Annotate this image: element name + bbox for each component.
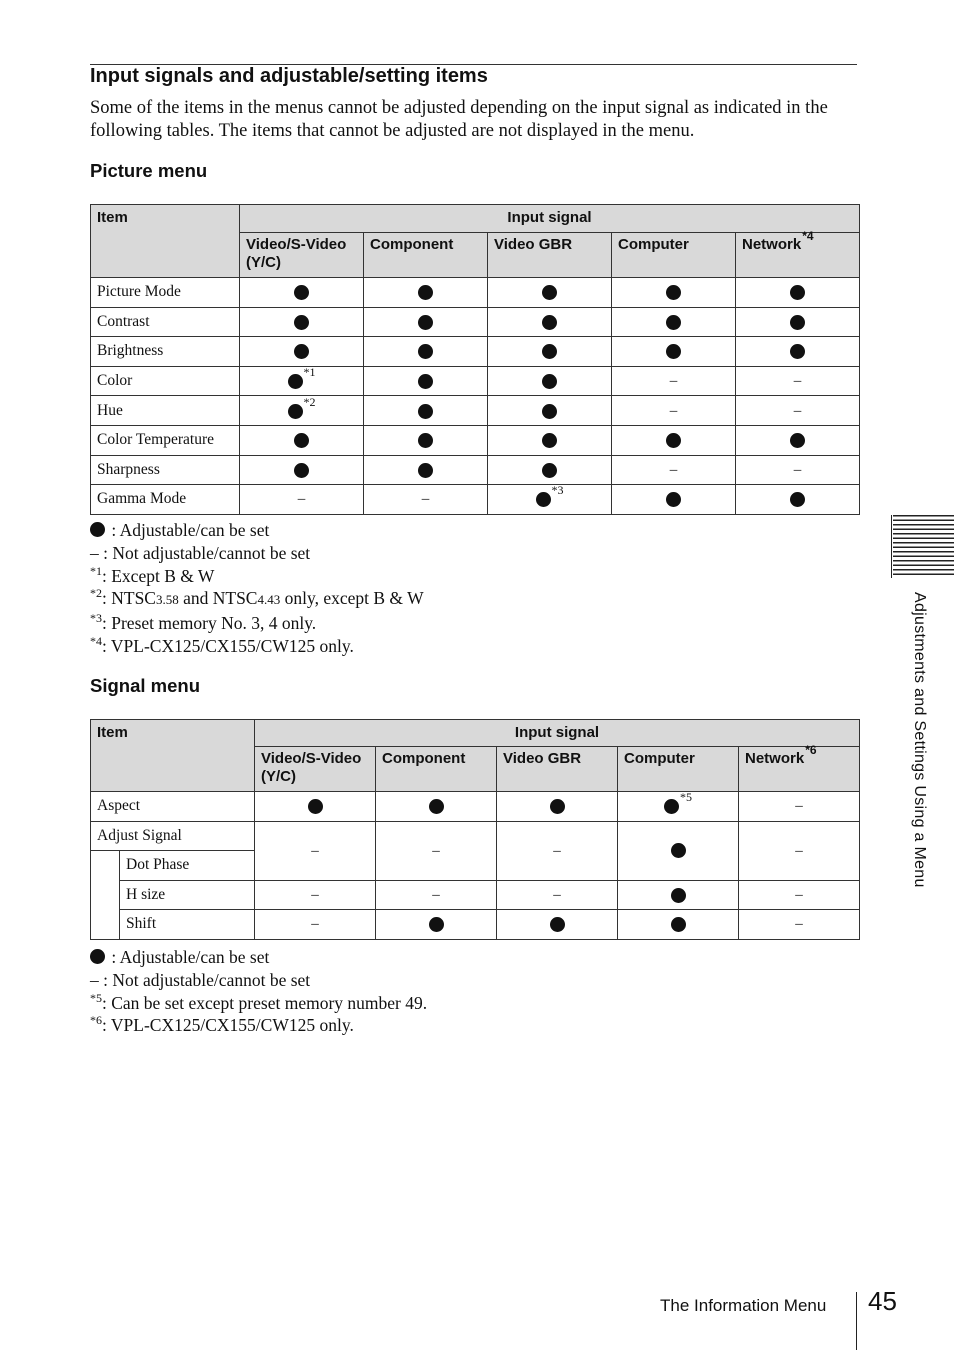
value-cell xyxy=(736,485,860,515)
not-adjustable-dash: – xyxy=(553,842,561,859)
value-cell xyxy=(240,455,364,485)
column-header: Component xyxy=(376,747,497,792)
picture-menu-table xyxy=(90,204,860,515)
value-cell xyxy=(497,910,618,940)
value-cell xyxy=(612,396,736,426)
value-cell xyxy=(240,366,364,396)
value-cell xyxy=(376,792,497,822)
value-cell xyxy=(612,366,736,396)
adjustable-dot-icon xyxy=(418,344,433,359)
value-cell xyxy=(497,880,618,910)
not-adjustable-dash: – xyxy=(297,491,306,508)
row-label: Adjust Signal xyxy=(91,821,255,851)
table-row xyxy=(91,910,860,940)
not-adjustable-dash: – xyxy=(311,886,319,903)
not-adjustable-dash: – xyxy=(432,842,440,859)
adjustable-dot-icon xyxy=(671,888,686,903)
value-cell xyxy=(618,880,739,910)
adjustable-dot-icon xyxy=(418,374,433,389)
footnote-1: $^{*1}$: Except B & W xyxy=(90,563,215,586)
not-adjustable-dash: – xyxy=(421,491,430,508)
adjustable-dot-icon xyxy=(418,285,433,300)
value-cell xyxy=(364,396,488,426)
not-adjustable-dash: – xyxy=(793,461,802,478)
adjustable-dot-icon xyxy=(666,492,681,507)
row-label: H size xyxy=(120,880,255,910)
adjustable-dot-icon xyxy=(790,344,805,359)
adjustable-dot-icon xyxy=(550,917,565,932)
value-cell xyxy=(612,337,736,367)
adjustable-dot-icon xyxy=(542,285,557,300)
adjustable-dot-icon xyxy=(294,315,309,330)
value-cell xyxy=(240,307,364,337)
adjustable-dot-icon xyxy=(790,433,805,448)
value-cell xyxy=(240,278,364,308)
value-cell xyxy=(739,792,860,822)
intro-paragraph: Some of the items in the menus cannot be adjusted depending on the input signal as indicated in the following tables. The items that cannot be adjusted are not displayed in the menu. xyxy=(90,98,828,141)
adjustable-dot-icon xyxy=(790,315,805,330)
value-cell xyxy=(376,821,497,880)
adjustable-dot-icon xyxy=(418,463,433,478)
value-cell xyxy=(736,455,860,485)
adjustable-dot-icon xyxy=(429,917,444,932)
adjustable-dot-icon xyxy=(542,433,557,448)
row-label: Color Temperature xyxy=(91,425,240,455)
value-cell xyxy=(240,425,364,455)
value-cell xyxy=(364,278,488,308)
value-cell xyxy=(618,821,739,880)
value-cell xyxy=(488,396,612,426)
not-adjustable-dash: – xyxy=(793,373,802,390)
value-cell xyxy=(364,425,488,455)
table-row xyxy=(91,337,860,367)
adjustable-dot-icon xyxy=(542,404,557,419)
value-cell xyxy=(364,485,488,515)
adjustable-dot-icon xyxy=(294,463,309,478)
adjustable-dot-icon xyxy=(671,843,686,858)
not-adjustable-dash: – xyxy=(795,886,803,903)
footnote-ref: *5 xyxy=(680,790,692,805)
table-row xyxy=(91,425,860,455)
adjustable-dot-icon xyxy=(666,344,681,359)
value-cell xyxy=(240,337,364,367)
footer-section-name: The Information Menu xyxy=(660,1296,827,1315)
adjustable-dot-icon xyxy=(542,344,557,359)
adjustable-dot-icon xyxy=(294,285,309,300)
adjustable-dot-icon xyxy=(536,492,551,507)
dot-icon xyxy=(90,949,105,964)
value-cell xyxy=(488,307,612,337)
column-header: Computer xyxy=(618,747,739,792)
legend-adjustable: : Adjustable/can be set xyxy=(90,519,424,542)
table-row xyxy=(91,485,860,515)
column-header: Component xyxy=(364,233,488,278)
column-header: Video GBR xyxy=(488,233,612,278)
picture-legend xyxy=(90,519,424,658)
row-label: Shift xyxy=(120,910,255,940)
value-cell xyxy=(618,792,739,822)
not-adjustable-dash: – xyxy=(669,373,678,390)
footnote-4: $^{*4}$: VPL-CX125/CX155/CW125 only. xyxy=(90,633,354,656)
value-cell xyxy=(736,366,860,396)
footnote-3: $^{*3}$: Preset memory No. 3, 4 only. xyxy=(90,611,317,634)
signal-menu-heading: Signal menu xyxy=(90,675,200,696)
adjustable-dot-icon xyxy=(429,799,444,814)
value-cell xyxy=(736,337,860,367)
value-cell xyxy=(739,821,860,880)
legend-adjustable: : Adjustable/can be set xyxy=(90,946,427,969)
adjustable-dot-icon xyxy=(418,315,433,330)
table-row xyxy=(91,880,860,910)
table-row xyxy=(91,366,860,396)
value-cell xyxy=(612,425,736,455)
not-adjustable-dash: – xyxy=(793,402,802,419)
value-cell xyxy=(488,337,612,367)
value-cell xyxy=(376,880,497,910)
value-cell xyxy=(612,485,736,515)
signal-legend xyxy=(90,946,427,1037)
value-cell xyxy=(240,396,364,426)
table-row xyxy=(91,307,860,337)
side-tab-divider xyxy=(891,515,892,578)
value-cell xyxy=(255,880,376,910)
value-cell xyxy=(736,307,860,337)
adjustable-dot-icon xyxy=(418,404,433,419)
input-signal-header: Input signal xyxy=(240,205,860,233)
value-cell xyxy=(612,307,736,337)
value-cell xyxy=(364,455,488,485)
item-header: Item xyxy=(91,720,255,792)
value-cell xyxy=(618,910,739,940)
footnote-2: $^{*2}$: NTSC3.58 and NTSC4.43 only, except B & W xyxy=(90,586,424,609)
adjustable-dot-icon xyxy=(294,433,309,448)
signal-menu-table xyxy=(90,719,860,940)
table-row xyxy=(91,821,860,851)
adjustable-dot-icon xyxy=(288,404,303,419)
row-label: Color xyxy=(91,366,240,396)
footnote-5: $^{*5}$: Can be set except preset memory number 49. xyxy=(90,990,428,1013)
adjustable-dot-icon xyxy=(790,492,805,507)
not-adjustable-dash: – xyxy=(311,842,319,859)
value-cell xyxy=(255,821,376,880)
value-cell xyxy=(240,485,364,515)
row-label: Brightness xyxy=(91,337,240,367)
not-adjustable-dash: – xyxy=(669,402,678,419)
footer-divider xyxy=(856,1292,857,1350)
column-header: Network$^{*6}$ xyxy=(739,747,860,792)
column-header: Video/S-Video (Y/C) xyxy=(255,747,376,792)
indent-cell xyxy=(91,851,120,940)
adjustable-dot-icon xyxy=(666,315,681,330)
value-cell xyxy=(497,821,618,880)
column-header: Network$^{*4}$ xyxy=(736,233,860,278)
value-cell xyxy=(488,425,612,455)
adjustable-dot-icon xyxy=(542,463,557,478)
value-cell xyxy=(255,792,376,822)
value-cell xyxy=(488,455,612,485)
row-label: Dot Phase xyxy=(120,851,255,881)
not-adjustable-dash: – xyxy=(795,798,803,815)
table-row xyxy=(91,396,860,426)
side-tab-stripes xyxy=(893,515,954,578)
not-adjustable-dash: – xyxy=(795,842,803,859)
footnote-ref: *3 xyxy=(551,483,564,498)
value-cell xyxy=(376,910,497,940)
column-header: Computer xyxy=(612,233,736,278)
value-cell xyxy=(488,485,612,515)
not-adjustable-dash: – xyxy=(795,916,803,933)
value-cell xyxy=(736,425,860,455)
column-header: Video GBR xyxy=(497,747,618,792)
not-adjustable-dash: – xyxy=(553,886,561,903)
value-cell xyxy=(497,792,618,822)
section-title: Input signals and adjustable/setting items xyxy=(90,65,488,87)
adjustable-dot-icon xyxy=(542,315,557,330)
input-signal-header: Input signal xyxy=(255,720,860,747)
legend-not-adjustable: – : Not adjustable/cannot be set xyxy=(90,969,311,990)
adjustable-dot-icon xyxy=(308,799,323,814)
page-number: 45 xyxy=(868,1286,897,1316)
adjustable-dot-icon xyxy=(542,374,557,389)
row-label: Gamma Mode xyxy=(91,485,240,515)
table-row xyxy=(91,792,860,822)
picture-menu-heading: Picture menu xyxy=(90,160,208,181)
value-cell xyxy=(736,278,860,308)
value-cell xyxy=(612,455,736,485)
row-label: Aspect xyxy=(91,792,255,822)
value-cell xyxy=(612,278,736,308)
adjustable-dot-icon xyxy=(288,374,303,389)
value-cell xyxy=(739,880,860,910)
value-cell xyxy=(736,396,860,426)
column-header: Video/S-Video (Y/C) xyxy=(240,233,364,278)
row-label: Contrast xyxy=(91,307,240,337)
adjustable-dot-icon xyxy=(664,799,679,814)
side-tab-label: Adjustments and Settings Using a Menu xyxy=(911,592,928,888)
value-cell xyxy=(364,366,488,396)
adjustable-dot-icon xyxy=(666,285,681,300)
adjustable-dot-icon xyxy=(790,285,805,300)
row-label: Picture Mode xyxy=(91,278,240,308)
table-row xyxy=(91,455,860,485)
value-cell xyxy=(364,307,488,337)
footnote-ref: *1 xyxy=(303,365,316,380)
value-cell xyxy=(488,278,612,308)
row-label: Hue xyxy=(91,396,240,426)
value-cell xyxy=(739,910,860,940)
adjustable-dot-icon xyxy=(666,433,681,448)
dot-icon xyxy=(90,522,105,537)
not-adjustable-dash: – xyxy=(669,461,678,478)
adjustable-dot-icon xyxy=(418,433,433,448)
not-adjustable-dash: – xyxy=(432,886,440,903)
footnote-ref: *2 xyxy=(303,394,316,409)
adjustable-dot-icon xyxy=(671,917,686,932)
item-header: Item xyxy=(91,205,240,278)
not-adjustable-dash: – xyxy=(311,916,319,933)
legend-not-adjustable: – : Not adjustable/cannot be set xyxy=(90,542,311,563)
footnote-6: $^{*6}$: VPL-CX125/CX155/CW125 only. xyxy=(90,1013,354,1036)
table-row xyxy=(91,278,860,308)
value-cell xyxy=(364,337,488,367)
adjustable-dot-icon xyxy=(294,344,309,359)
adjustable-dot-icon xyxy=(550,799,565,814)
row-label: Sharpness xyxy=(91,455,240,485)
value-cell xyxy=(488,366,612,396)
value-cell xyxy=(255,910,376,940)
